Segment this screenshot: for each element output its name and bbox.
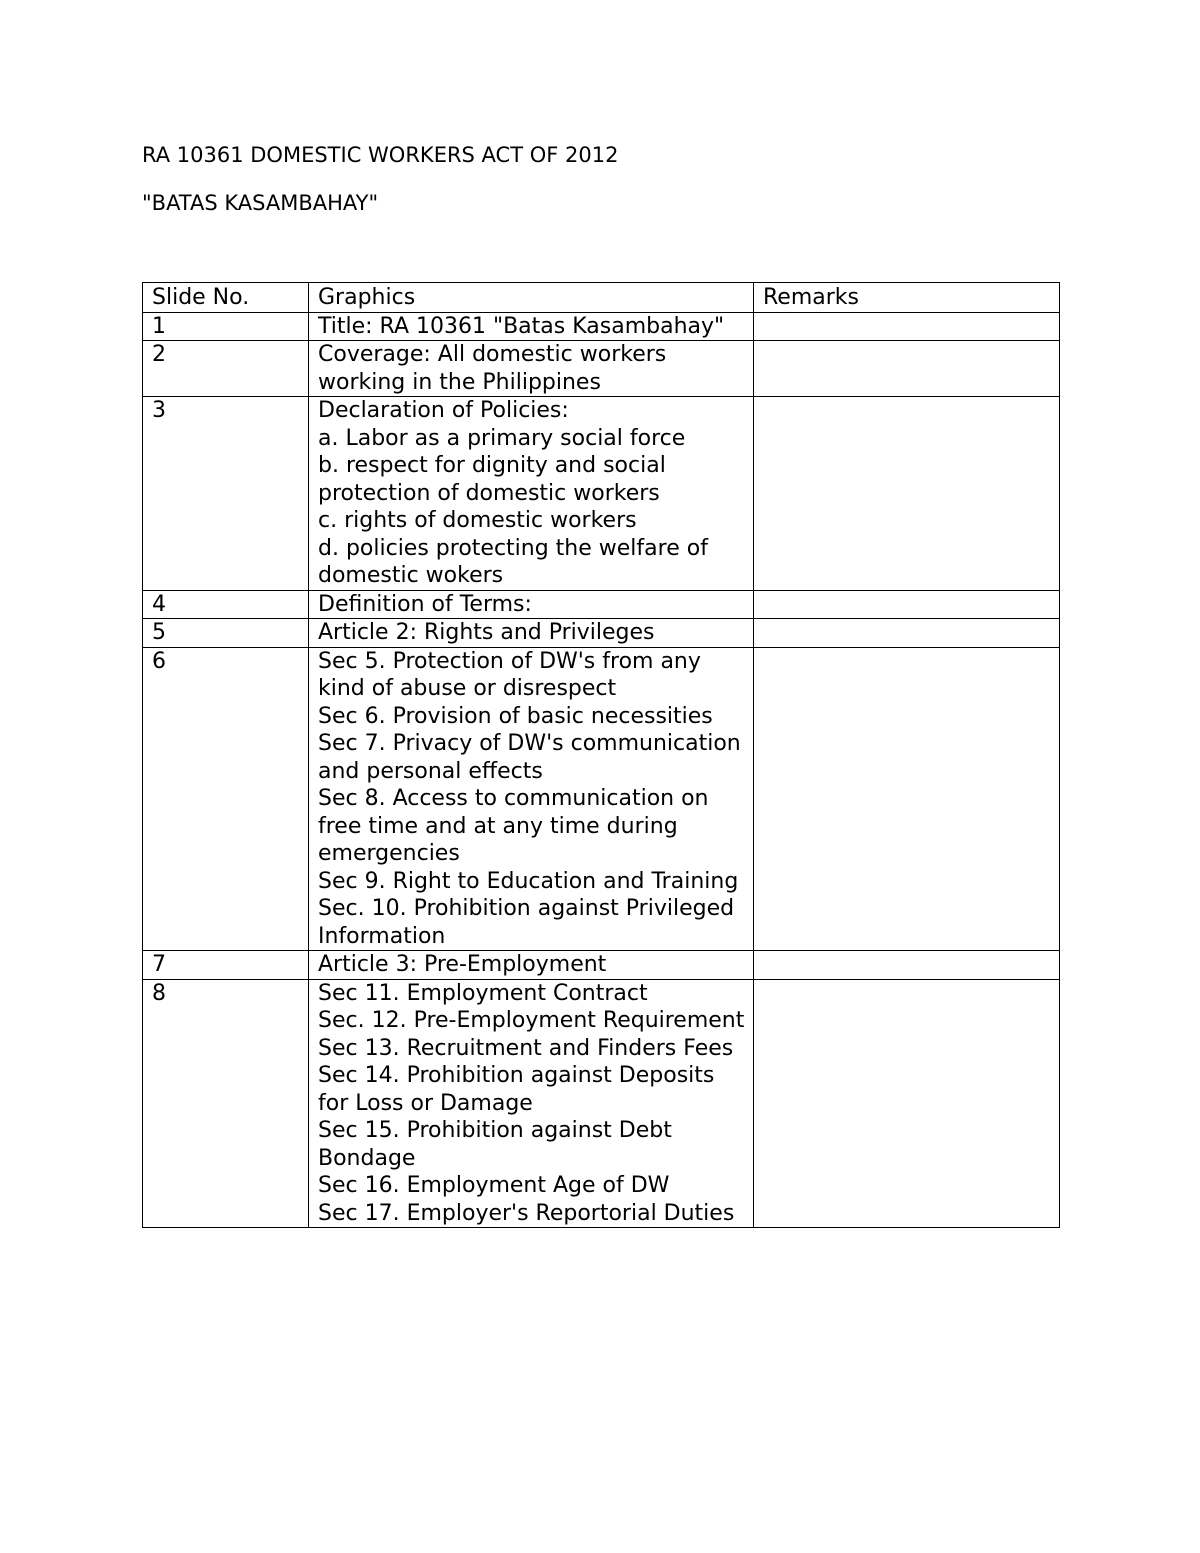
graphics-line: b. respect for dignity and social protection of domestic workers — [318, 453, 666, 506]
header-remarks: Remarks — [754, 283, 1060, 313]
graphics-line: Article 3: Pre-Employment — [318, 952, 607, 977]
slide-number-cell: 5 — [143, 619, 309, 648]
graphics-line: Sec 11. Employment Contract — [318, 980, 648, 1006]
graphics-line: Sec 7. Privacy of DW's communication and personal effects — [318, 731, 741, 784]
slide-number-cell: 4 — [143, 590, 309, 619]
table-row — [143, 979, 1060, 1228]
table-body — [143, 312, 1060, 1228]
table-header-row — [143, 283, 1060, 313]
header-slide-no: Slide No. — [143, 283, 309, 313]
graphics-line: Sec. 12. Pre-Employment Requirement — [318, 1008, 745, 1033]
remarks-cell — [754, 979, 1060, 1228]
graphics-cell — [309, 312, 754, 341]
header-graphics: Graphics — [309, 283, 754, 313]
remarks-cell — [754, 312, 1060, 341]
document-subtitle: "BATAS KASAMBAHAY" — [142, 191, 379, 215]
graphics-line: Article 2: Rights and Privileges — [318, 620, 655, 645]
table-header — [143, 283, 1060, 313]
slide-number-cell: 8 — [143, 979, 309, 1228]
graphics-line: c. rights of domestic workers — [318, 508, 637, 533]
remarks-cell — [754, 647, 1060, 951]
graphics-cell — [309, 341, 754, 397]
slide-number-cell: 1 — [143, 312, 309, 341]
remarks-cell — [754, 951, 1060, 980]
graphics-line: Definition of Terms: — [318, 591, 532, 617]
graphics-cell — [309, 951, 754, 980]
graphics-line: a. Labor as a primary social force — [318, 425, 686, 451]
remarks-cell — [754, 341, 1060, 397]
table-row — [143, 397, 1060, 591]
graphics-cell — [309, 979, 754, 1228]
remarks-cell — [754, 397, 1060, 591]
graphics-cell — [309, 590, 754, 619]
graphics-line: Sec 6. Provision of basic necessities — [318, 703, 713, 729]
graphics-line: Sec. 10. Prohibition against Privileged Information — [318, 896, 735, 949]
graphics-line: Coverage: All domestic workers working in the Philippines — [318, 342, 667, 395]
slide-number-cell: 6 — [143, 647, 309, 951]
graphics-line: Sec 5. Protection of DW's from any kind of abuse or disrespect — [318, 648, 701, 701]
document-title: RA 10361 DOMESTIC WORKERS ACT OF 2012 — [142, 143, 619, 167]
graphics-cell — [309, 619, 754, 648]
remarks-cell — [754, 590, 1060, 619]
graphics-line: Sec 14. Prohibition against Deposits for Loss or Damage — [318, 1063, 715, 1116]
table-row — [143, 951, 1060, 980]
graphics-line: Title: RA 10361 "Batas Kasambahay" — [318, 313, 725, 339]
slides-table — [142, 282, 1060, 1228]
graphics-cell — [309, 397, 754, 591]
slide-number-cell: 2 — [143, 341, 309, 397]
graphics-line: Sec 9. Right to Education and Training — [318, 868, 739, 894]
graphics-line: Sec 16. Employment Age of DW — [318, 1173, 670, 1198]
table-row — [143, 619, 1060, 648]
graphics-line: Sec 17. Employer's Reportorial Duties — [318, 1200, 735, 1226]
table-row — [143, 341, 1060, 397]
graphics-line: d. policies protecting the welfare of domestic wokers — [318, 535, 708, 588]
graphics-line: Sec 8. Access to communication on free time and at any time during emergencies — [318, 786, 709, 866]
table-row — [143, 647, 1060, 951]
graphics-line: Sec 15. Prohibition against Debt Bondage — [318, 1118, 672, 1171]
slide-number-cell: 3 — [143, 397, 309, 591]
graphics-line: Sec 13. Recruitment and Finders Fees — [318, 1035, 734, 1061]
graphics-cell — [309, 647, 754, 951]
table-row — [143, 590, 1060, 619]
table-row — [143, 312, 1060, 341]
graphics-line: Declaration of Policies: — [318, 398, 569, 423]
slide-number-cell: 7 — [143, 951, 309, 980]
remarks-cell — [754, 619, 1060, 648]
